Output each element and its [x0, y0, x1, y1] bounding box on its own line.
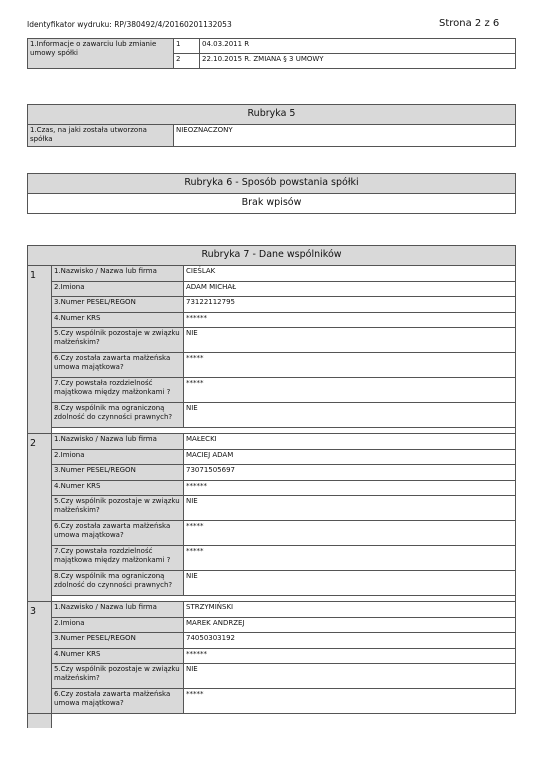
- partner-field-row: [28, 664, 516, 689]
- partner-field-row: [28, 571, 516, 596]
- partner-field-row: [28, 633, 516, 649]
- partner-field-value: NIE: [184, 496, 516, 521]
- partner-field-row: [28, 521, 516, 546]
- partner-field-label: 4.Numer KRS: [52, 312, 184, 328]
- partner-field-label: 3.Numer PESEL/REGON: [52, 297, 184, 313]
- continuation-cell: [52, 714, 516, 728]
- partner-field-row: [28, 602, 516, 618]
- partner-field-label: 8.Czy wspólnik ma ograniczoną zdolność do czynności prawnych?: [52, 571, 184, 596]
- contract-info-label: 1.Informacje o zawarciu lub zmianie umowy spółki: [28, 39, 174, 69]
- contract-info-value: 22.10.2015 R. ZMIANA § 3 UMOWY: [200, 54, 516, 69]
- partner-field-value: MACIEJ ADAM: [184, 449, 516, 465]
- partner-field-label: 2.Imiona: [52, 449, 184, 465]
- partner-number: 1: [28, 266, 52, 434]
- partner-field-label: 3.Numer PESEL/REGON: [52, 633, 184, 649]
- partner-field-label: 1.Nazwisko / Nazwa lub firma: [52, 602, 184, 618]
- partner-field-value: ******: [184, 312, 516, 328]
- partner-field-label: 4.Numer KRS: [52, 648, 184, 664]
- table-continuation: [28, 714, 516, 728]
- partner-field-value: ADAM MICHAŁ: [184, 281, 516, 297]
- partner-field-row: [28, 312, 516, 328]
- partner-field-value: MAŁECKI: [184, 434, 516, 450]
- partner-field-label: 2.Imiona: [52, 617, 184, 633]
- continuation-cell: [28, 714, 52, 728]
- partner-field-row: [28, 449, 516, 465]
- rubryka-7-table: [27, 245, 516, 728]
- partner-field-label: 5.Czy wspólnik pozostaje w związku małżeńskim?: [52, 664, 184, 689]
- contract-info-index: 1: [174, 39, 200, 54]
- partner-field-value: 73122112795: [184, 297, 516, 313]
- partner-field-label: 2.Imiona: [52, 281, 184, 297]
- partner-field-value: MAREK ANDRZEJ: [184, 617, 516, 633]
- partner-field-label: 8.Czy wspólnik ma ograniczoną zdolność do czynności prawnych?: [52, 403, 184, 428]
- partner-field-row: [28, 465, 516, 481]
- partner-field-row: [28, 297, 516, 313]
- rubryka-5-label: 1.Czas, na jaki została utworzona spółka: [28, 125, 174, 147]
- print-identifier: Identyfikator wydruku: RP/380492/4/20160201132053: [27, 20, 232, 29]
- contract-info-table: [27, 38, 516, 69]
- partner-field-value: CIEŚLAK: [184, 266, 516, 282]
- partner-field-label: 1.Nazwisko / Nazwa lub firma: [52, 266, 184, 282]
- partner-field-row: [28, 328, 516, 353]
- partner-field-row: [28, 689, 516, 714]
- rubryka-5-title: Rubryka 5: [28, 105, 516, 125]
- partner-field-row: [28, 403, 516, 428]
- rubryka-6-body: Brak wpisów: [28, 194, 516, 214]
- partner-field-label: 5.Czy wspólnik pozostaje w związku małżeńskim?: [52, 328, 184, 353]
- partner-field-value: NIE: [184, 328, 516, 353]
- contract-info-index: 2: [174, 54, 200, 69]
- partner-field-label: 4.Numer KRS: [52, 480, 184, 496]
- rubryka-6-title: Rubryka 6 - Sposób powstania spółki: [28, 174, 516, 194]
- partner-field-row: [28, 496, 516, 521]
- partner-field-value: *****: [184, 521, 516, 546]
- partner-field-row: [28, 480, 516, 496]
- partner-field-value: NIE: [184, 664, 516, 689]
- partner-field-row: [28, 266, 516, 282]
- contract-info-value: 04.03.2011 R: [200, 39, 516, 54]
- partner-field-value: NIE: [184, 403, 516, 428]
- partner-field-row: [28, 434, 516, 450]
- partner-field-label: 7.Czy powstała rozdzielność majątkowa między małżonkami ?: [52, 378, 184, 403]
- partner-field-value: 73071505697: [184, 465, 516, 481]
- partner-field-value: NIE: [184, 571, 516, 596]
- rubryka-7-title: Rubryka 7 - Dane wspólników: [28, 246, 516, 266]
- partner-field-label: 1.Nazwisko / Nazwa lub firma: [52, 434, 184, 450]
- partner-field-value: STRZYMIŃSKI: [184, 602, 516, 618]
- partner-field-label: 5.Czy wspólnik pozostaje w związku małżeńskim?: [52, 496, 184, 521]
- page-number: Strona 2 z 6: [439, 18, 500, 29]
- partner-field-value: *****: [184, 378, 516, 403]
- partner-field-label: 7.Czy powstała rozdzielność majątkowa między małżonkami ?: [52, 546, 184, 571]
- partner-field-row: [28, 378, 516, 403]
- rubryka-6-table: [27, 173, 516, 214]
- rubryka-5-value: NIEOZNACZONY: [174, 125, 516, 147]
- partner-field-row: [28, 617, 516, 633]
- partner-field-value: ******: [184, 648, 516, 664]
- partner-field-value: *****: [184, 689, 516, 714]
- partner-field-row: [28, 281, 516, 297]
- partner-field-label: 6.Czy została zawarta małżeńska umowa majątkowa?: [52, 689, 184, 714]
- partner-number: 2: [28, 434, 52, 602]
- partner-number: 3: [28, 602, 52, 714]
- partner-field-row: [28, 353, 516, 378]
- partner-field-label: 6.Czy została zawarta małżeńska umowa majątkowa?: [52, 521, 184, 546]
- partner-field-value: *****: [184, 353, 516, 378]
- partner-field-value: ******: [184, 480, 516, 496]
- partner-field-row: [28, 546, 516, 571]
- partner-field-value: *****: [184, 546, 516, 571]
- partner-field-label: 6.Czy została zawarta małżeńska umowa majątkowa?: [52, 353, 184, 378]
- rubryka-5-table: [27, 104, 516, 147]
- partner-field-row: [28, 648, 516, 664]
- partner-field-value: 74050303192: [184, 633, 516, 649]
- partner-field-label: 3.Numer PESEL/REGON: [52, 465, 184, 481]
